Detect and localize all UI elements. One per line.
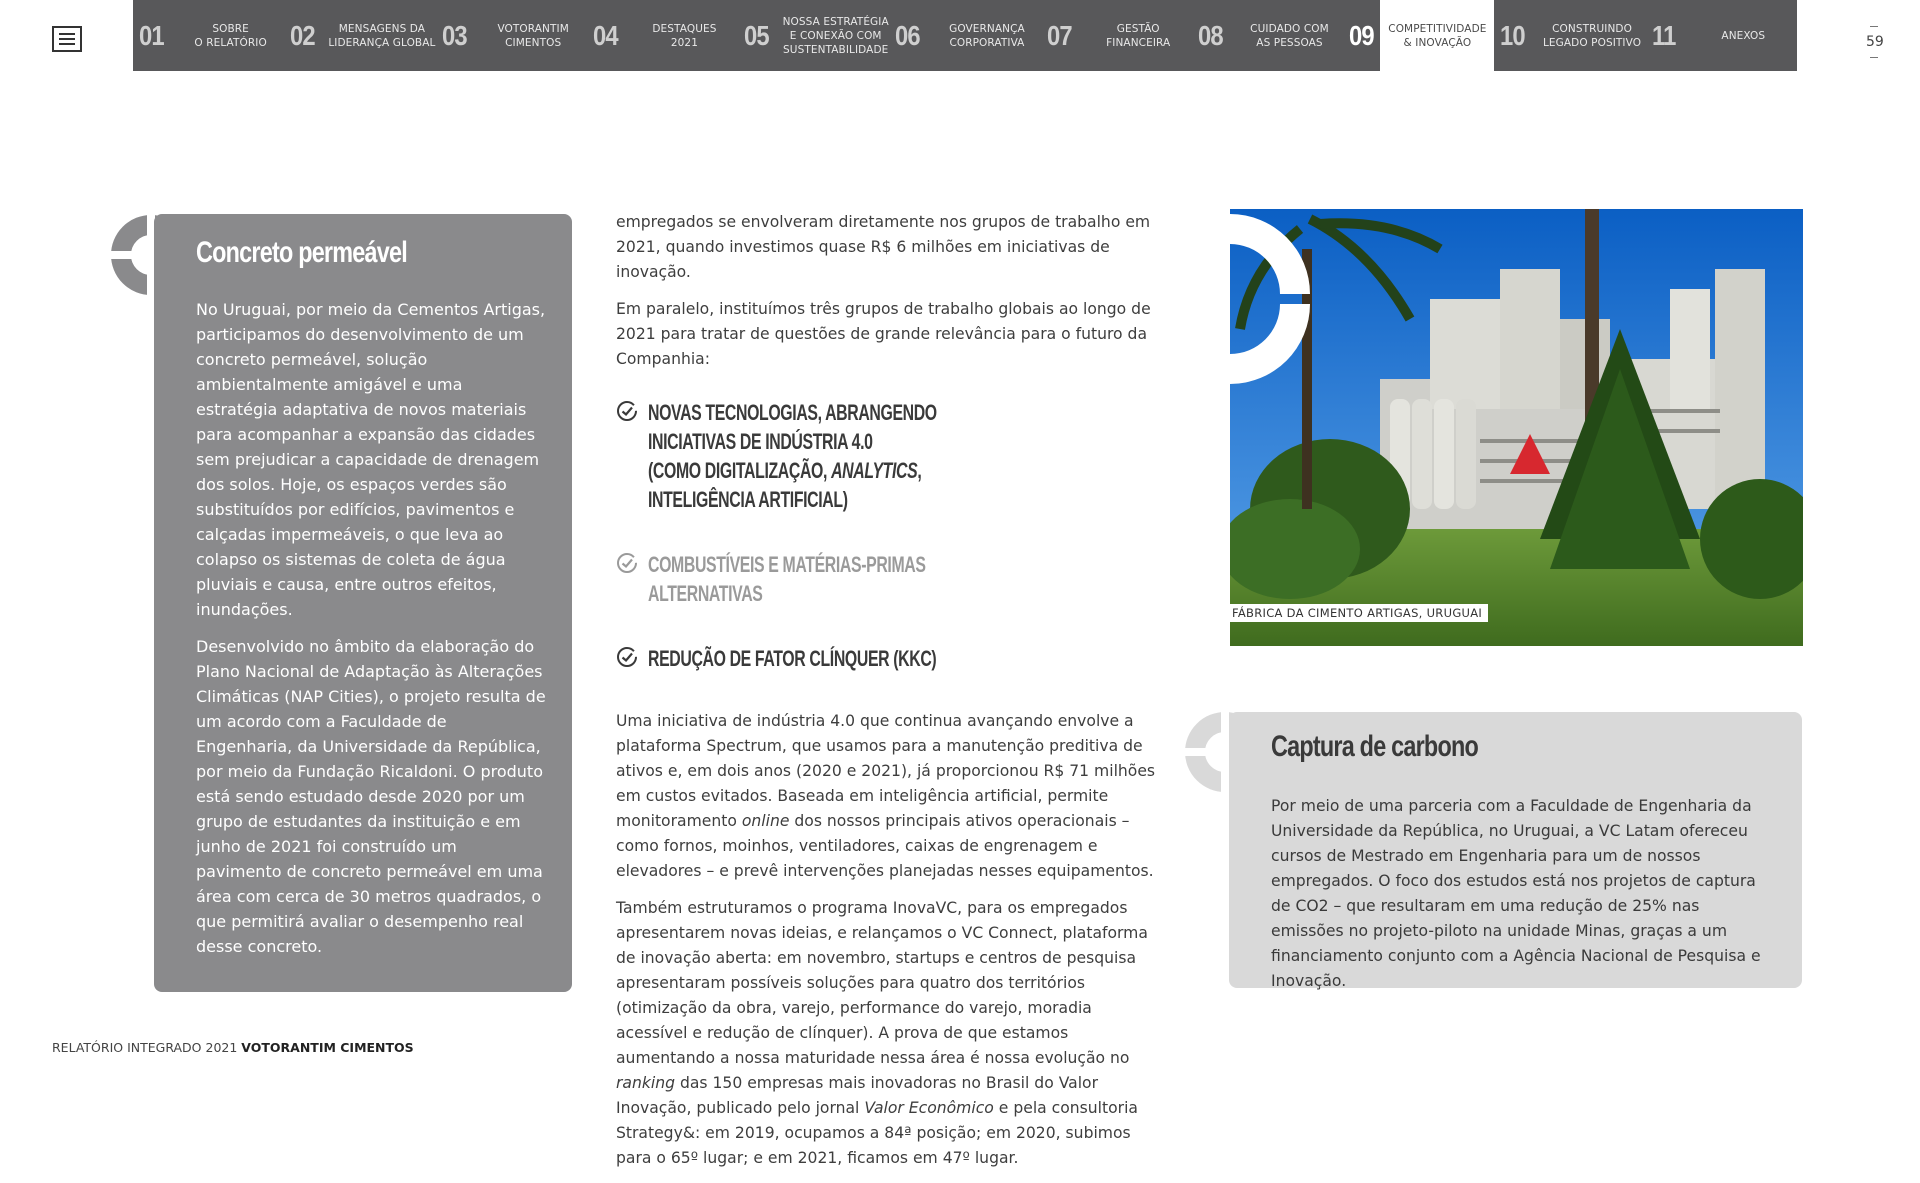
text-run: Também estruturamos o programa InovaVC, para os empregados apresentarem novas ideias, e relançamos o VC Connect, plataforma de inovação aberta: em novembro, startups e centros de pesquisa apresentaram possíveis soluções para quatro dos territórios (otimização da obra, varejo, performance do varejo, moradia acessível e redução de clínquer). A prova de que estamos aumentando a nossa maturidade nessa área é nossa evolução no xyxy=(616,899,1148,1067)
nav-number: 05 xyxy=(744,19,769,51)
paragraph xyxy=(616,709,1164,884)
box-title: Concreto permeável xyxy=(196,236,407,269)
nav-item-07[interactable] xyxy=(1041,0,1192,71)
page-number: 59 xyxy=(1866,34,1884,50)
nav-label: MENSAGENS DA LIDERANÇA GLOBAL xyxy=(328,22,436,49)
nav-label: SOBRE O RELATÓRIO xyxy=(194,22,267,49)
nav-item-04[interactable] xyxy=(587,0,738,71)
paragraph: empregados se envolveram diretamente nos grupos de trabalho em 2021, quando investimos quase R$ 6 milhões em iniciativas de inovação. xyxy=(616,213,1151,281)
list-item xyxy=(616,644,1164,673)
nav-item-09-active[interactable] xyxy=(1343,0,1494,71)
box-title: Captura de carbono xyxy=(1271,730,1478,763)
list-item-text: REDUÇÃO DE FATOR CLÍNQUER (KKC) xyxy=(648,646,937,671)
nav-label: CONSTRUINDO LEGADO POSITIVO xyxy=(1542,22,1642,49)
box-body xyxy=(196,297,546,971)
nav-item-03[interactable] xyxy=(436,0,587,71)
list-item-text xyxy=(648,398,1020,514)
menu-icon[interactable] xyxy=(52,26,82,52)
box-paragraph: Desenvolvido no âmbito da elaboração do Plano Nacional de Adaptação às Alterações Climáticas (NAP Cities), o projeto resulta de um acordo com a Faculdade de Engenharia, da Universidade da República, por meio da Fundação Ricaldoni. O produto está sendo estudado desde 2020 por um grupo de estudantes da instituição e em junho de 2021 foi construído um pavimento de concreto permeável em uma área com cerca de 30 metros quadrados, o que permitirá avaliar o desempenho real desse concreto. xyxy=(196,637,546,956)
text-emphasis: ranking xyxy=(616,1074,675,1092)
nav-item-08[interactable] xyxy=(1192,0,1343,71)
text-run: Uma iniciativa de indústria 4.0 que continua avançando envolve a plataforma Spectrum, que usamos para a manutenção preditiva de ativos e, em dois anos (2020 e 2021), já proporcionou R$ 71 milhões em custos evitados. Baseada em inteligência artificial, permite monitoramento xyxy=(616,712,1156,830)
list-item-emphasis: ANALYTICS xyxy=(831,458,918,483)
list-item xyxy=(616,550,1164,608)
list-item-text: COMBUSTÍVEIS E MATÉRIAS-PRIMAS ALTERNATIVAS xyxy=(648,552,926,606)
check-circle-icon xyxy=(616,552,638,574)
main-text-column xyxy=(616,210,1164,1183)
text-emphasis: online xyxy=(741,812,790,830)
nav-number: 03 xyxy=(441,19,467,51)
check-circle-icon xyxy=(616,646,638,668)
check-circle-icon xyxy=(616,400,638,422)
factory-photo xyxy=(1230,209,1803,646)
working-groups-list xyxy=(616,398,1164,673)
nav-number: 07 xyxy=(1046,19,1072,51)
nav-label: VOTORANTIM CIMENTOS xyxy=(497,22,569,49)
nav-item-06[interactable] xyxy=(889,0,1040,71)
text-run: e pela consultoria Strategy&: em 2019, ocupamos a 84ª posição; em 2020, subimos para o 65º lugar; e em 2021, ficamos em 47º lugar. xyxy=(616,1099,1138,1167)
nav-label: NOSSA ESTRATÉGIA E CONEXÃO COM SUSTENTABILIDADE xyxy=(782,15,889,56)
factory-image xyxy=(1230,209,1803,646)
nav-label: ANEXOS xyxy=(1721,29,1766,42)
nav-item-10[interactable] xyxy=(1494,0,1645,71)
paragraph xyxy=(616,896,1164,1171)
text-run: dos nossos principais ativos operacionais – como fornos, moinhos, ventiladores, caixas de engrenagem e elevadores – e prevê intervenções planejadas nesses equipamentos. xyxy=(616,812,1154,880)
nav-number: 08 xyxy=(1197,19,1223,51)
nav-label: COMPETITIVIDADE & INOVAÇÃO xyxy=(1388,22,1487,49)
nav-number: 01 xyxy=(139,19,164,51)
footer-brand: VOTORANTIM CIMENTOS xyxy=(241,1040,414,1055)
box-body xyxy=(1271,794,1771,994)
nav-number: 06 xyxy=(895,19,921,51)
nav-number: 04 xyxy=(592,19,618,51)
footer-report-title: RELATÓRIO INTEGRADO 2021 xyxy=(52,1040,242,1055)
nav-number: 10 xyxy=(1500,19,1526,51)
nav-number: 02 xyxy=(290,19,316,51)
box-paragraph: Por meio de uma parceria com a Faculdade de Engenharia da Universidade da República, no Uruguai, a VC Latam ofereceu cursos de Mestrado em Engenharia para um de nossos empregados. O foco dos estudos está nos projetos de captura de CO2 – que resultaram em uma redução de 25% nas emissões no projeto-piloto na unidade Minas, graças a um financiamento conjunto com a Agência Nacional de Pesquisa e Inovação. xyxy=(1271,797,1761,990)
concreto-permeavel-box xyxy=(154,214,572,992)
nav-label: GOVERNANÇA CORPORATIVA xyxy=(949,22,1025,49)
text-emphasis: Valor Econômico xyxy=(864,1099,994,1117)
active-label-tab xyxy=(1380,0,1494,71)
nav-item-11[interactable] xyxy=(1646,0,1797,71)
text-run: das 150 empresas mais inovadoras no Brasil do Valor Inovação, publicado pelo jornal xyxy=(616,1074,1098,1117)
chapter-nav xyxy=(133,0,1797,71)
list-item xyxy=(616,398,1164,514)
list-item-line: (COMO DIGITALIZAÇÃO, xyxy=(648,458,832,483)
footer xyxy=(52,1040,414,1055)
nav-label: DESTAQUES 2021 xyxy=(652,22,717,49)
nav-item-01[interactable] xyxy=(133,0,284,71)
captura-carbono-box xyxy=(1229,712,1802,988)
nav-number: 09 xyxy=(1349,19,1374,51)
nav-label: CUIDADO COM AS PESSOAS xyxy=(1250,22,1329,49)
paragraph: Em paralelo, instituímos três grupos de trabalho globais ao longo de 2021 para tratar de questões de grande relevância para o futuro da Companhia: xyxy=(616,300,1151,368)
nav-item-02[interactable] xyxy=(284,0,435,71)
nav-number: 11 xyxy=(1651,19,1676,51)
photo-caption: FÁBRICA DA CIMENTO ARTIGAS, URUGUAI xyxy=(1230,604,1488,622)
list-item-line: , INTELIGÊNCIA ARTIFICIAL) xyxy=(648,458,922,512)
list-item-line: NOVAS TECNOLOGIAS, ABRANGENDO INICIATIVAS DE INDÚSTRIA 4.0 xyxy=(648,400,937,454)
nav-item-05[interactable] xyxy=(738,0,889,71)
nav-label: GESTÃO FINANCEIRA xyxy=(1106,22,1171,49)
box-paragraph: No Uruguai, por meio da Cementos Artigas, participamos do desenvolvimento de um concreto permeável, solução ambientalmente amigável e uma estratégia adaptativa de novos materiais para acompanhar a expansão das cidades sem prejudicar a capacidade de drenagem dos solos. Hoje, os espaços verdes são substituídos por edifícios, pavimentos e calçadas impermeáveis, o que leva ao colapso os sistemas de coleta de água pluviais e causa, entre outros efeitos, inundações. xyxy=(196,300,546,619)
